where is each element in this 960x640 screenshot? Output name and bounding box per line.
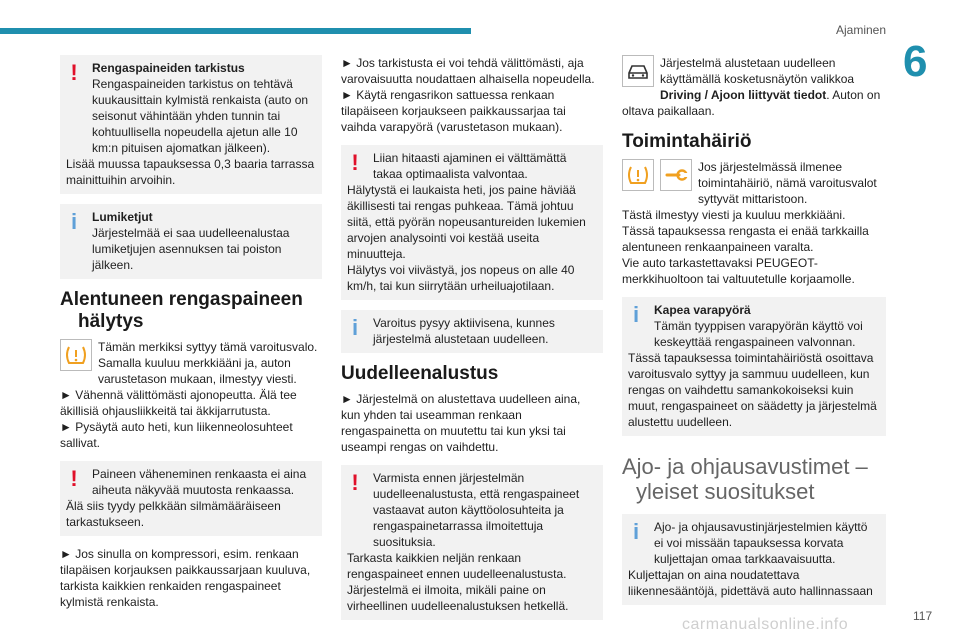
box-text: Ajo- ja ohjausavustinjärjestelmien käyttö ei voi missään tapauksessa korvata kuljettajan omaa tarkkaavaisuutta. <box>654 520 868 566</box>
box-text: Liian hitaasti ajaminen ei välttämättä takaa optimaalista valvontaa. <box>373 151 567 181</box>
page-number: 117 <box>913 609 933 623</box>
box-text: Rengaspaineiden tarkistus on tehtävä kuukausittain kylmistä renkaista (auto on seisonut vähintään yhden tunnin tai kohtuullisella nopeudella ajetun alle 10 km:n pituisen ajomatkan jälkeen). <box>92 77 309 155</box>
info-box-driving-aids <box>622 514 886 605</box>
box-title: Rengaspaineiden tarkistus <box>92 61 245 75</box>
section-heading: Uudelleenalustus <box>341 363 499 384</box>
chapter-title: Ajaminen <box>836 23 887 37</box>
bullet: ► Käytä rengasrikon sattuessa renkaan tilapäiseen korjaukseen paikkaussarjaa tai vaihda varapyörä (varustetason mukaan). <box>341 88 566 134</box>
info-icon: i <box>632 302 640 327</box>
column-1 <box>60 55 322 610</box>
chapter-number: 6 <box>903 37 928 86</box>
box-text: Älä siis tyydy pelkkään silmämääräiseen tarkastukseen. <box>66 499 281 529</box>
box-text: Varoitus pysyy aktiivisena, kunnes järjestelmä alustetaan uudelleen. <box>373 316 555 346</box>
box-text: Hälytystä ei laukaista heti, jos paine häviää äkillisesti tai rengas puhkeaa. Tämä johtuu siitä, että pyörän nopeusantureiden lukemien arvojen analysointi voi kestää useita minuutteja. <box>347 183 586 261</box>
warning-box-slow-driving <box>341 145 603 300</box>
paragraph-text: Jos järjestelmässä ilmenee toimintahäiriö, nämä varoitusvalot syttyvät mittaristoon. <box>698 160 877 206</box>
heading-line: Ajo- ja ohjausavustimet – <box>622 454 868 479</box>
warning-exclamation-icon: ! <box>351 150 359 175</box>
paragraph-text: . Auton on oltava paikallaan. <box>622 88 881 118</box>
paragraph: Tässä tapauksessa rengasta ei enää tarkkailla alentuneen renkaanpaineen varalta. <box>622 224 869 254</box>
warning-exclamation-icon: ! <box>70 466 78 491</box>
info-icon: i <box>351 315 359 340</box>
info-icon: i <box>632 519 640 544</box>
warning-box-pressure-loss <box>60 461 322 536</box>
bullet: ► Järjestelmä on alustettava uudelleen aina, kun yhden tai useamman renkaan rengaspainetta on muutettu tai kun yksi tai useampi rengas on vaihdettu. <box>341 392 581 454</box>
warning-exclamation-icon: ! <box>351 470 359 495</box>
warning-box-tire-check <box>60 55 322 194</box>
box-text: Tarkasta kaikkien neljän renkaan rengaspaineet ennen uudelleenalustusta. <box>347 551 567 581</box>
warning-exclamation-icon: ! <box>70 60 78 85</box>
info-box-spare-wheel <box>622 297 886 436</box>
box-title: Kapea varapyörä <box>654 303 751 317</box>
tire-pressure-warning-icon <box>60 339 92 371</box>
box-text: Järjestelmää ei saa uudelleenalustaa lumiketjujen asennuksen tai poiston jälkeen. <box>92 226 290 272</box>
paragraph <box>622 159 886 207</box>
paragraph <box>60 339 322 387</box>
car-icon <box>622 55 654 87</box>
box-text: Tässä tapauksessa toimintahäiriöstä osoittava varoitusvalo syttyy ja sammuu uudelleen, kun rengas on vaihdettu samankokoiseksi kuin muut, rengaspaineet on säädetty ja järjestelmä alustettu uudelleen. <box>628 351 877 429</box>
bullet: ► Jos sinulla on kompressori, esim. renkaan tilapäisen korjauksen paikkaussarjaan kuuluva, tarkista kaikkien renkaiden rengaspaineet kylmistä renkaista. <box>60 547 311 609</box>
box-title: Lumiketjut <box>92 210 153 224</box>
box-text: Järjestelmä ei ilmoita, mikäli paine on virheellinen uudelleenalustuksen hetkellä. <box>347 583 569 613</box>
section-heading <box>60 289 322 333</box>
paragraph <box>622 55 886 119</box>
header-bar <box>0 28 471 34</box>
box-text: Lisää muussa tapauksessa 0,3 baaria tarrassa mainittuihin arvoihin. <box>66 157 315 187</box>
column-2 <box>341 55 603 630</box>
box-text: Paineen väheneminen renkaasta ei aina aiheuta näkyvää muutosta renkaassa. <box>92 467 307 497</box>
column-3 <box>622 55 886 615</box>
watermark: carmanualsonline.info <box>682 616 849 633</box>
info-box-snow-chains <box>60 204 322 279</box>
wrench-icon <box>660 159 692 191</box>
paragraph-text: Tämän merkiksi syttyy tämä varoitusvalo. Samalla kuuluu merkkiääni ja, auton varustetason mukaan, ilmestyy viesti. <box>98 340 318 386</box>
paragraph: Tästä ilmestyy viesti ja kuuluu merkkiääni. <box>622 208 846 222</box>
heading-line: yleiset suositukset <box>636 479 815 504</box>
warning-box-reinit <box>341 465 603 620</box>
section-heading: Toimintahäiriö <box>622 131 752 152</box>
box-text: Kuljettajan on aina noudatettava liikennesääntöjä, pidettävä auto hallinnassaan <box>628 568 873 598</box>
heading-line: hälytys <box>78 311 144 332</box>
paragraph: Vie auto tarkastettavaksi PEUGEOT-merkkihuoltoon tai valtuutetulle korjaamolle. <box>622 256 855 286</box>
info-icon: i <box>70 209 78 234</box>
section-heading-large <box>622 454 886 504</box>
box-text: Hälytys voi viivästyä, jos nopeus on alle 40 km/h, tai kun siirrytään urheiluajotilaan. <box>347 263 575 293</box>
info-box-warning-active <box>341 310 603 353</box>
paragraph-text: Järjestelmä alustetaan uudelleen käyttämällä kosketusnäytön valikkoa <box>660 56 855 86</box>
box-text: Varmista ennen järjestelmän uudelleenalustusta, että rengaspaineet vastaavat auton käyttöolosuhteita ja rengaspainetarrassa ilmoitettuja suosituksia. <box>373 471 580 549</box>
menu-path: Driving / Ajoon liittyvät tiedot <box>660 88 827 102</box>
heading-line: Alentuneen rengaspaineen <box>60 289 303 310</box>
bullet: ► Jos tarkistusta ei voi tehdä välittömästi, aja varovaisuutta noudattaen alhaisella nopeudella. <box>341 56 595 86</box>
bullet: ► Vähennä välittömästi ajonopeutta. Älä tee äkillisiä ohjausliikkeitä tai äkkijarrutusta. <box>60 388 297 418</box>
bullet: ► Pysäytä auto heti, kun liikenneolosuhteet sallivat. <box>60 420 293 450</box>
box-text: Tämän tyyppisen varapyörän käyttö voi keskeyttää rengaspaineen valvonnan. <box>654 319 863 349</box>
tire-pressure-warning-icon <box>622 159 654 191</box>
